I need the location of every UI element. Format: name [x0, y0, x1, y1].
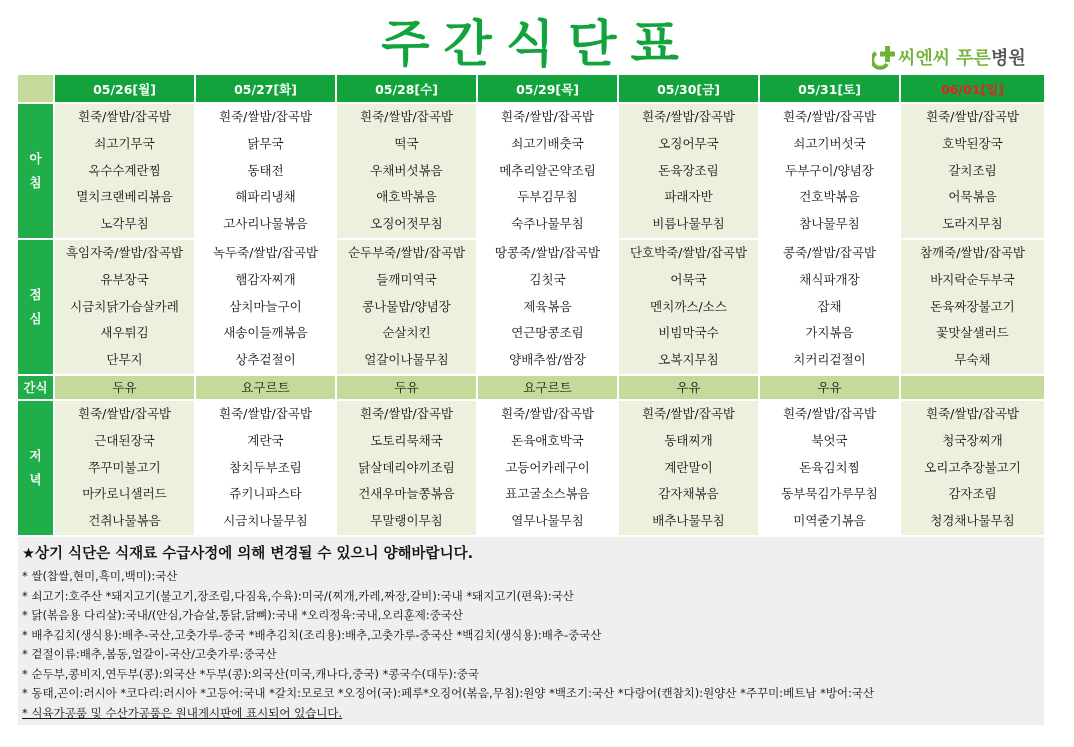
- note-text: * 쇠고기:호주산 *돼지고기(불고기,장조림,다짐육,수육):미국/(찌개,카레,짜장,갈비):국내 *돼지고기(편육):국산: [22, 588, 574, 603]
- logo-text-cnc: 씨엔씨: [898, 48, 951, 69]
- menu-item: 갈치조림: [948, 162, 997, 178]
- menu-item: 도라지무침: [942, 216, 1003, 232]
- menu-item: 흰죽/쌀밥/잡곡밥: [642, 405, 735, 421]
- snack-cell: 요구르트: [477, 376, 618, 399]
- notes-headline: ★상기 식단은 식재료 수급사정에 의해 변경될 수 있으니 양해바랍니다.: [22, 546, 474, 562]
- note-text: * 쌀(찹쌀,현미,흑미,백미):국산: [22, 569, 178, 583]
- menu-item: 청국장찌개: [942, 432, 1003, 448]
- menu-item: 흰죽/쌀밥/잡곡밥: [219, 109, 312, 124]
- note-text: * 식육가공품 및 수산가공품은 원내게시판에 표시되어 있습니다.: [22, 705, 343, 720]
- menu-item: 무말랭이무침: [370, 513, 443, 529]
- menu-item: 얼갈이나물무침: [364, 352, 449, 368]
- day-header: 05/31[토]: [759, 75, 900, 102]
- menu-cell: [477, 401, 618, 535]
- menu-item: 참치두부조림: [229, 459, 302, 475]
- note-line: [22, 606, 1038, 626]
- menu-item: 단호박죽/쌀밥/잡곡밥: [629, 244, 748, 260]
- menu-item: 열무나물무침: [511, 513, 584, 529]
- menu-item: 건새우마늘쫑볶음: [358, 486, 455, 502]
- menu-item: 쥬키니파스타: [229, 486, 302, 502]
- menu-item: 흑임자죽/쌀밥/잡곡밥: [65, 244, 184, 260]
- menu-item: 쭈꾸미불고기: [88, 459, 161, 475]
- meal-row: [18, 240, 1044, 374]
- meal-label: 점 심: [18, 240, 54, 374]
- menu-item: 어묵볶음: [948, 189, 997, 205]
- menu-item: 흰죽/쌀밥/잡곡밥: [501, 405, 594, 421]
- note-line: [22, 587, 1038, 607]
- meal-label: 저 녁: [18, 401, 54, 535]
- menu-item: 흰죽/쌀밥/잡곡밥: [926, 405, 1019, 421]
- menu-item: 근대된장국: [94, 432, 155, 448]
- meal-row: [18, 401, 1044, 535]
- menu-item: 감자채볶음: [658, 486, 719, 502]
- menu-item: 단무지: [106, 352, 143, 368]
- menu-cell: [477, 104, 618, 238]
- menu-item: 삼치마늘구이: [229, 298, 302, 314]
- menu-item: 북엇국: [811, 432, 848, 448]
- notes-box: [18, 537, 1044, 725]
- meal-label: 아 침: [18, 104, 54, 238]
- menu-cell: [477, 240, 618, 374]
- menu-item: 연근땅콩조림: [511, 325, 584, 341]
- menu-item: 비름나물무침: [652, 216, 725, 232]
- menu-item: 새송이들깨볶음: [223, 325, 308, 341]
- menu-item: 고등어카레구이: [505, 459, 590, 475]
- menu-item: 노각무침: [100, 216, 149, 232]
- menu-item: 흰죽/쌀밥/잡곡밥: [926, 109, 1019, 124]
- menu-item: 시금치닭가슴살카레: [70, 298, 179, 314]
- menu-item: 미역줄기볶음: [793, 513, 866, 529]
- menu-cell: [900, 401, 1044, 535]
- menu-item: 호박된장국: [942, 135, 1003, 151]
- menu-item: 새우튀김: [100, 325, 149, 341]
- menu-item: 흰죽/쌀밥/잡곡밥: [78, 405, 171, 421]
- menu-cell: [759, 401, 900, 535]
- logo-text-hospital: 병원: [990, 48, 1026, 69]
- menu-cell: [618, 104, 759, 238]
- menu-item: 오복지무침: [658, 352, 719, 368]
- menu-item: 무숙채: [954, 352, 991, 368]
- menu-item: 흰죽/쌀밥/잡곡밥: [219, 405, 312, 421]
- menu-item: 오리고추장불고기: [924, 459, 1021, 475]
- logo-text-pureun: 푸른: [956, 48, 991, 69]
- menu-item: 어묵국: [670, 271, 707, 287]
- meal-row: [18, 104, 1044, 238]
- menu-item: 잡채: [817, 298, 842, 314]
- menu-cell: [336, 104, 477, 238]
- note-line: [22, 645, 1038, 665]
- day-header: 05/29[목]: [477, 75, 618, 102]
- menu-item: 떡국: [394, 135, 419, 151]
- menu-cell: [759, 240, 900, 374]
- day-header: 05/26[월]: [54, 75, 195, 102]
- note-line: [22, 704, 1038, 724]
- hospital-logo: [872, 40, 1026, 74]
- menu-cell: [195, 401, 336, 535]
- note-text: * 닭(볶음용 다리살):국내/(안심,가슴살,통닭,닭뼈):국내 *오리정육:국내,오리훈제:중국산: [22, 608, 464, 622]
- menu-item: 돈육김치찜: [799, 459, 860, 475]
- menu-item: 녹두죽/쌀밥/잡곡밥: [212, 244, 319, 260]
- note-line: [22, 626, 1038, 646]
- menu-item: 돈육짜장불고기: [930, 298, 1015, 314]
- menu-item: 계란국: [247, 432, 284, 448]
- menu-cell: [759, 104, 900, 238]
- menu-item: 숙주나물무침: [511, 216, 584, 232]
- menu-item: 동태찌개: [664, 432, 713, 448]
- menu-item: 두부김무침: [517, 189, 578, 205]
- menu-item: 참깨죽/쌀밥/잡곡밥: [919, 244, 1026, 260]
- page-title: 주간식단표: [381, 15, 693, 73]
- note-text: * 겉절이류:배추,봄동,얼갈이-국산/고춧가루:중국산: [22, 647, 277, 661]
- menu-item: 비빔막국수: [658, 325, 719, 341]
- menu-item: 콩죽/쌀밥/잡곡밥: [783, 244, 876, 260]
- menu-item: 시금치나물무침: [223, 513, 308, 529]
- menu-item: 순두부죽/쌀밥/잡곡밥: [347, 244, 466, 260]
- menu-item: 닭무국: [247, 135, 284, 151]
- menu-cell: [195, 104, 336, 238]
- menu-item: 계란말이: [664, 459, 713, 475]
- menu-item: 흰죽/쌀밥/잡곡밥: [783, 109, 876, 124]
- menu-item: 흰죽/쌀밥/잡곡밥: [642, 109, 735, 124]
- menu-item: 오징어젓무침: [370, 216, 443, 232]
- menu-item: 도토리묵채국: [370, 432, 443, 448]
- snack-cell: 요구르트: [195, 376, 336, 399]
- note-text: * 배추김치(생식용):배추-국산,고춧가루-중국 *배추김치(조리용):배추,고춧가루-중국산 *백김치(생식용):배추-중국산: [22, 627, 602, 642]
- menu-item: 땅콩죽/쌀밥/잡곡밥: [494, 244, 601, 260]
- snack-cell: 우유: [618, 376, 759, 399]
- note-line: [22, 684, 1038, 704]
- menu-item: 파래자반: [664, 189, 713, 205]
- menu-item: 멸치크랜베리볶음: [76, 189, 173, 205]
- notes-lines: [22, 567, 1038, 723]
- menu-cell: [900, 104, 1044, 238]
- menu-cell: [900, 240, 1044, 374]
- menu-item: 동태전: [247, 162, 284, 178]
- menu-item: 상추겉절이: [235, 352, 296, 368]
- menu-item: 청경채나물무침: [930, 513, 1015, 529]
- menu-item: 닭살데리야끼조림: [358, 459, 455, 475]
- menu-cell: [54, 240, 195, 374]
- note-line: [22, 665, 1038, 685]
- menu-item: 가지볶음: [805, 325, 854, 341]
- menu-cell: [54, 401, 195, 535]
- snack-row: [18, 376, 1044, 399]
- day-header: 05/28[수]: [336, 75, 477, 102]
- menu-item: 흰죽/쌀밥/잡곡밥: [501, 109, 594, 124]
- menu-item: 돈육애호박국: [511, 432, 584, 448]
- note-text: * 순두부,콩비지,연두부(콩):외국산 *두부(콩):외국산(미국,캐나다,중국) *콩국수(대두):중국: [22, 666, 479, 681]
- menu-item: 두부구이/양념장: [785, 162, 874, 178]
- menu-cell: [336, 240, 477, 374]
- header-corner: [18, 75, 54, 102]
- menu-item: 꽃맛살샐러드: [936, 325, 1009, 341]
- menu-item: 우채버섯볶음: [370, 162, 443, 178]
- menu-item: 멘치까스/소스: [650, 298, 727, 314]
- menu-cell: [336, 401, 477, 535]
- day-header-row: [18, 75, 1044, 102]
- menu-item: 흰죽/쌀밥/잡곡밥: [360, 109, 453, 124]
- note-text: * 동태,곤이:러시아 *코다리:러시아 *고등어:국내 *갈치:모로코 *오징어(국):페루*오징어(볶음,무침):원양 *백조기:국산 *다랑어(캔참치):원양산 *주꾸미:베트남 *방어:국산: [22, 686, 875, 700]
- weekly-menu-table: [18, 75, 1044, 535]
- cross-leaf-icon: [872, 44, 896, 70]
- menu-item: 채식파개장: [799, 271, 860, 287]
- menu-item: 배추나물무침: [652, 513, 725, 529]
- menu-item: 흰죽/쌀밥/잡곡밥: [360, 405, 453, 421]
- menu-cell: [618, 401, 759, 535]
- note-line: [22, 567, 1038, 587]
- snack-label: 간식: [18, 376, 54, 399]
- menu-item: 해파리냉채: [235, 189, 296, 205]
- menu-item: 애호박볶음: [376, 189, 437, 205]
- menu-item: 마카로니샐러드: [82, 486, 167, 502]
- menu-item: 메추리알곤약조림: [499, 162, 596, 178]
- snack-cell: 두유: [336, 376, 477, 399]
- menu-item: 흰죽/쌀밥/잡곡밥: [783, 405, 876, 421]
- menu-item: 옥수수계란찜: [88, 162, 161, 178]
- menu-item: 건호박볶음: [799, 189, 860, 205]
- menu-item: 들깨미역국: [376, 271, 437, 287]
- menu-item: 건취나물볶음: [88, 513, 161, 529]
- menu-item: 제육볶음: [523, 298, 572, 314]
- menu-item: 순살치킨: [382, 325, 431, 341]
- snack-cell: 우유: [759, 376, 900, 399]
- menu-item: 유부장국: [100, 271, 149, 287]
- menu-item: 동부묵김가루무침: [781, 486, 878, 502]
- menu-item: 양배추쌈/쌈장: [509, 352, 586, 368]
- menu-cell: [54, 104, 195, 238]
- menu-item: 햄감자찌개: [235, 271, 296, 287]
- menu-item: 치커리겉절이: [793, 352, 866, 368]
- menu-item: 표고굴소스볶음: [505, 486, 590, 502]
- day-header: 06/01[일]: [900, 75, 1044, 102]
- day-header: 05/30[금]: [618, 75, 759, 102]
- menu-item: 김칫국: [529, 271, 566, 287]
- menu-cell: [195, 240, 336, 374]
- menu-cell: [618, 240, 759, 374]
- menu-item: 오징어무국: [658, 135, 719, 151]
- menu-item: 돈육장조림: [658, 162, 719, 178]
- menu-item: 흰죽/쌀밥/잡곡밥: [78, 109, 171, 124]
- menu-item: 고사리나물볶음: [223, 216, 308, 232]
- menu-item: 참나물무침: [799, 216, 860, 232]
- snack-cell: 두유: [54, 376, 195, 399]
- day-header: 05/27[화]: [195, 75, 336, 102]
- menu-item: 바지락순두부국: [930, 271, 1015, 287]
- menu-item: 감자조림: [948, 486, 997, 502]
- menu-item: 쇠고기무국: [94, 135, 155, 151]
- snack-cell: [900, 376, 1044, 399]
- menu-item: 쇠고기버섯국: [793, 135, 866, 151]
- menu-item: 쇠고기배춧국: [511, 135, 584, 151]
- menu-item: 콩나물밥/양념장: [362, 298, 451, 314]
